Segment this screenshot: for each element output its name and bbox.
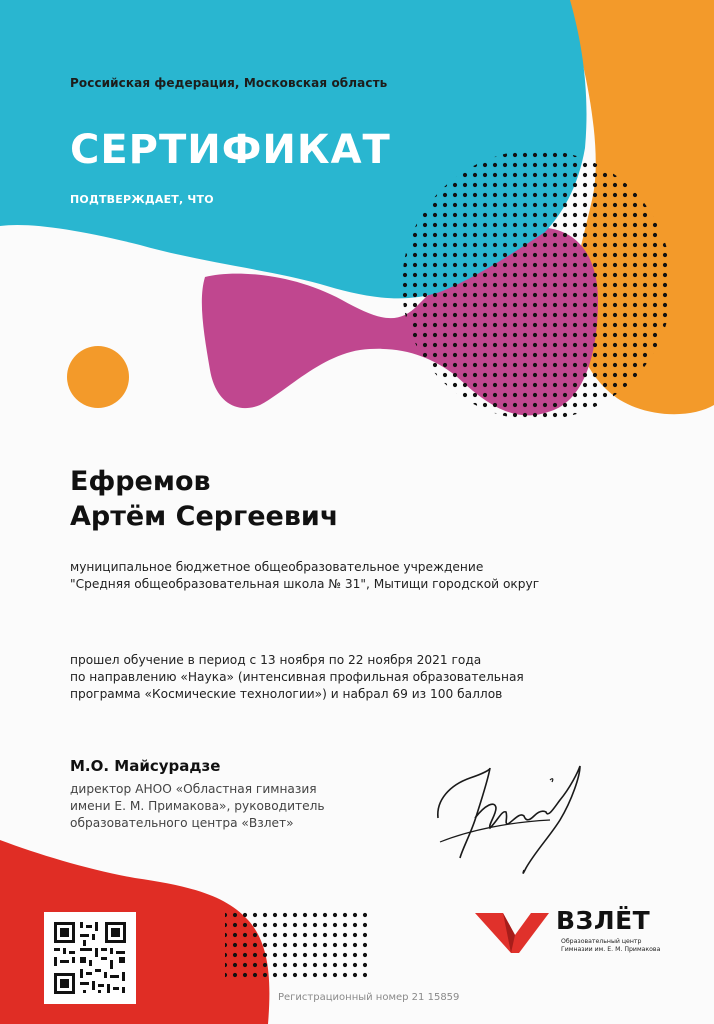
result-text <box>70 652 524 703</box>
recipient-surname: Ефремов <box>70 466 211 497</box>
dot-pattern-strip <box>225 908 367 978</box>
region-label: Российская федерация, Московская область <box>70 76 388 90</box>
result-line: прошел обучение в период с 13 ноября по 22 ноября 2021 года <box>70 653 482 667</box>
signer-role-line: образовательного центра «Взлет» <box>70 816 294 830</box>
result-line: по направлению «Наука» (интенсивная профильная образовательная <box>70 670 524 684</box>
logo-wordmark: ВЗЛЁТ <box>556 906 651 935</box>
recipient-name <box>70 464 338 534</box>
certificate-title: СЕРТИФИКАТ <box>70 127 391 173</box>
qr-code <box>44 912 136 1004</box>
organization-text <box>70 559 539 593</box>
signer-role-line: имени Е. М. Примакова», руководитель <box>70 799 325 813</box>
result-line: программа «Космические технологии») и набрал 69 из 100 баллов <box>70 687 503 701</box>
registration-number: Регистрационный номер 21 15859 <box>278 992 460 1003</box>
logo-subtitle-line: Образовательный центр <box>561 938 642 945</box>
signer-name: М.О. Майсурадзе <box>70 757 221 775</box>
logo-subtitle <box>561 938 660 954</box>
confirms-label: ПОДТВЕРЖДАЕТ, ЧТО <box>70 193 214 206</box>
organization-line: муниципальное бюджетное общеобразовательное учреждение <box>70 560 484 574</box>
small-orange-circle <box>67 346 129 408</box>
signer-role <box>70 781 325 832</box>
qr-code-image <box>44 912 136 1004</box>
vzlet-logo-icon <box>475 905 555 955</box>
signer-role-line: директор АНОО «Областная гимназия <box>70 782 317 796</box>
organization-line: "Средняя общеобразовательная школа № 31", Мытищи городской округ <box>70 577 540 591</box>
handwritten-signature <box>430 760 610 890</box>
recipient-given-names: Артём Сергеевич <box>70 501 339 532</box>
logo-subtitle-line: Гимназии им. Е. М. Примакова <box>561 946 661 953</box>
